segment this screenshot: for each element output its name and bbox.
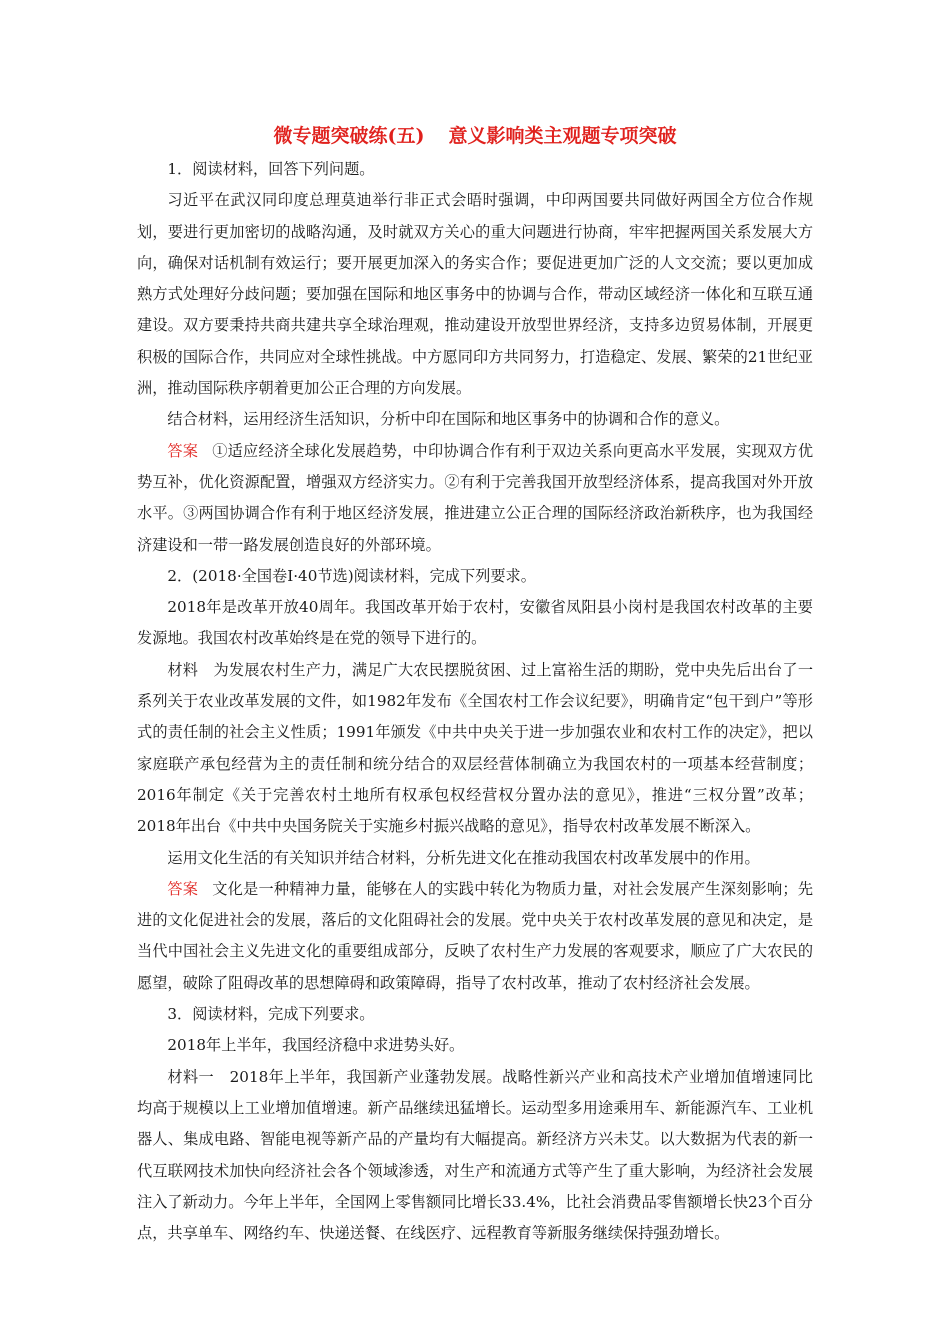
q3-intro: 2018年上半年，我国经济稳中求进势头好。 (167, 1036, 465, 1055)
answer-label: 答案 (167, 879, 199, 898)
q1-answer-paragraph (137, 436, 813, 561)
q2-material: 材料 为发展农村生产力，满足广大农民摆脱贫困、过上富裕生活的期盼，党中央先后出台了一系列关于农业改革发展的文件，如1982年发布《全国农村工作会议纪要》，明确肯定“包干到户”等形式的责任制的社会主义性质；1991年颁发《中共中央关于进一步加强农业和农村工作的决定》，把以家庭联产承包经营为主的责任制和统分结合的双层经营体制确立为我国农村的一项基本经营制度；2016年制定《关于完善农村土地所有权承包权经营权分置办法的意见》，推进“三权分置”改革；2018年出台《中共中央国务院关于实施乡村振兴战略的意见》，指导农村改革发展不断深入。 (137, 660, 813, 836)
q2-answer: 文化是一种精神力量，能够在人的实践中转化为物质力量，对社会发展产生深刻影响；先进的文化促进社会的发展，落后的文化阻碍社会的发展。党中央关于农村改革发展的意见和决定，是当代中国社会主义先进文化的重要组成部分，反映了农村生产力发展的客观要求，顺应了广大农民的愿望，破除了阻碍改革的思想障碍和政策障碍，指导了农村改革，推动了农村经济社会发展。 (137, 879, 814, 992)
title-main: 微专题突破练(五) (273, 125, 425, 147)
q3-material-1: 材料一 2018年上半年，我国新产业蓬勃发展。战略性新兴产业和高技术产业增加值增速同比均高于规模以上工业增加值增速。新产品继续迅猛增长。运动型多用途乘用车、新能源汽车、工业机器人、集成电路、智能电视等新产品的产量均有大幅提高。新经济方兴未艾。以大数据为代表的新一代互联网技术加快向经济社会各个领域渗透，对生产和流通方式等产生了重大影响，为经济社会发展注入了新动力。今年上半年，全国网上零售额同比增长33.4%，比社会消费品零售额增长快23个百分点，共享单车、网络约车、快递送餐、在线医疗、远程教育等新服务继续保持强劲增长。 (137, 1067, 813, 1243)
page-title (137, 118, 813, 154)
q2-prompt: 2．(2018·全国卷Ⅰ·40节选)阅读材料，完成下列要求。 (167, 566, 536, 585)
q3-prompt: 3．阅读材料，完成下列要求。 (167, 1005, 375, 1024)
q2-intro: 2018年是改革开放40周年。我国改革开始于农村，安徽省凤阳县小岗村是我国农村改革的主要发源地。我国农村改革始终是在党的领导下进行的。 (137, 598, 813, 648)
q2-answer-paragraph (137, 874, 813, 999)
q1-question: 结合材料，运用经济生活知识，分析中印在国际和地区事务中的协调和合作的意义。 (167, 410, 730, 429)
title-sub: 意义影响类主观题专项突破 (448, 125, 677, 147)
answer-label: 答案 (167, 441, 199, 460)
q2-question: 运用文化生活的有关知识并结合材料，分析先进文化在推动我国农村改革发展中的作用。 (167, 848, 760, 867)
document-page (137, 118, 813, 1249)
q1-prompt: 1．阅读材料，回答下列问题。 (167, 160, 375, 178)
q1-answer: ①适应经济全球化发展趋势，中印协调合作有利于双边关系向更高水平发展，实现双方优势互补，优化资源配置，增强双方经济实力。②有利于完善我国开放型经济体系，提高我国对外开放水平。③两国协调合作有利于地区经济发展，推进建立公正合理的国际经济政治新秩序，也为我国经济建设和一带一路发展创造良好的外部环境。 (137, 441, 814, 554)
q1-material: 习近平在武汉同印度总理莫迪举行非正式会晤时强调，中印两国要共同做好两国全方位合作规划，要进行更加密切的战略沟通，及时就双方关心的重大问题进行协商，牢牢把握两国关系发展大方向，确保对话机制有效运行；要开展更加深入的务实合作；要促进更加广泛的人文交流；要以更加成熟方式处理好分歧问题；要加强在国际和地区事务中的协调与合作，带动区域经济一体化和互联互通建设。双方要秉持共商共建共享全球治理观，推动建设开放型世界经济，支持多边贸易体制，开展更积极的国际合作，共同应对全球性挑战。中方愿同印方共同努力，打造稳定、发展、繁荣的21世纪亚洲，推动国际秩序朝着更加公正合理的方向发展。 (137, 191, 813, 398)
